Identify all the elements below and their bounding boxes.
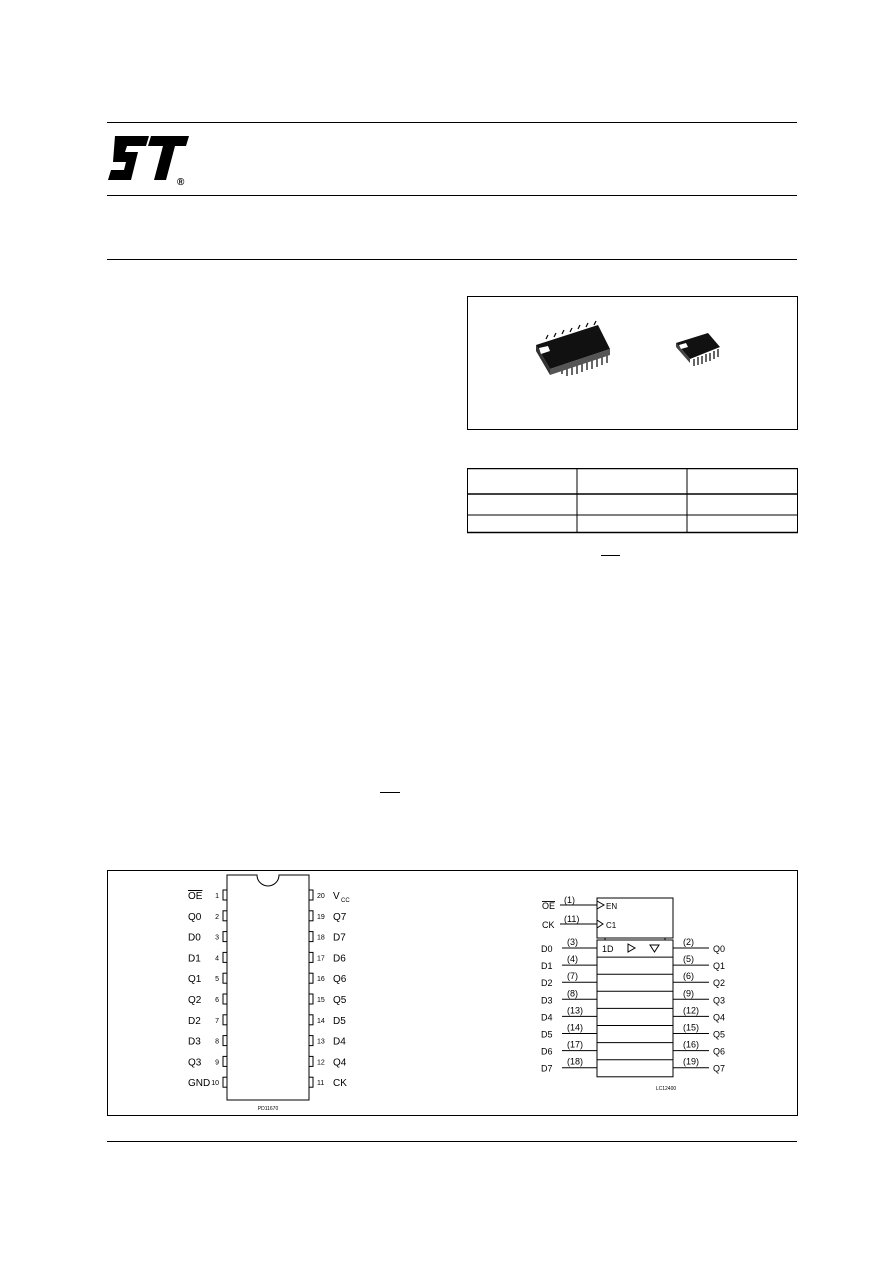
pin-lead	[223, 952, 227, 962]
order-codes-table	[467, 468, 798, 534]
pin-lead	[309, 890, 313, 900]
pin-number: (16)	[683, 1039, 700, 1050]
pin-lead	[223, 994, 227, 1004]
output-label: Q4	[713, 1012, 726, 1023]
cell-label: 1D	[602, 944, 614, 954]
enable-triangle-icon	[597, 901, 604, 909]
pin-number: (3)	[567, 937, 578, 947]
pin-lead	[309, 911, 313, 921]
pin-number: (2)	[683, 937, 694, 947]
pin-number: 1	[215, 893, 219, 900]
pin-number: (11)	[564, 914, 580, 924]
pin-lead	[223, 1077, 227, 1087]
pin-number: 4	[215, 955, 219, 963]
pin-number: 15	[317, 997, 325, 1004]
pin-number: (7)	[567, 971, 578, 982]
output-label: Q6	[713, 1046, 726, 1057]
pin-number: 9	[215, 1059, 219, 1067]
pin-number: (13)	[567, 1005, 584, 1016]
st-logo-icon	[108, 136, 189, 180]
pin-number: 13	[317, 1038, 325, 1046]
input-label: D1	[541, 961, 553, 972]
pin-label: CK	[333, 1078, 347, 1090]
pin-lead	[309, 973, 313, 983]
pin-label: Q3	[188, 1057, 202, 1069]
registered-mark: ®	[177, 177, 185, 188]
pin-number: 18	[317, 934, 325, 942]
pin-label: Q7	[333, 911, 347, 923]
overbar-mark	[380, 792, 400, 793]
output-label: Q2	[713, 978, 726, 989]
pin-number: (1)	[564, 895, 575, 905]
input-label: CK	[542, 920, 555, 930]
pin-label: D2	[188, 1015, 201, 1027]
pin-lead	[223, 932, 227, 942]
qualifier-label: C1	[606, 921, 617, 930]
pin-number: (6)	[683, 971, 694, 982]
ic-body	[227, 875, 309, 1100]
pin-label: D5	[333, 1015, 346, 1027]
pin-connection-diagram	[170, 872, 400, 1112]
pin-label: Q2	[188, 995, 202, 1006]
output-buffer-icon	[628, 944, 635, 952]
package-images	[468, 297, 797, 429]
pin-label: V	[333, 891, 340, 902]
input-label: D2	[541, 978, 553, 989]
input-label: D5	[541, 1029, 553, 1040]
pin-label-subscript: CC	[341, 898, 350, 904]
pin-label: D7	[333, 932, 346, 944]
pin-number: (19)	[683, 1056, 700, 1067]
st-logo	[105, 132, 195, 190]
pin-number: (4)	[567, 954, 578, 965]
input-label: D0	[541, 944, 553, 954]
pin-number: 3	[215, 934, 219, 942]
pin-lead	[309, 994, 313, 1004]
pin-number: 12	[317, 1059, 325, 1067]
pin-number: 2	[215, 913, 219, 921]
pin-number: (17)	[567, 1039, 584, 1050]
pin-label: Q1	[188, 974, 202, 986]
package-image-box	[467, 296, 798, 430]
pin-lead	[309, 1015, 313, 1025]
pin-lead	[223, 890, 227, 900]
pin-label: Q6	[333, 974, 347, 986]
pin-label: GND	[188, 1078, 211, 1090]
diagram-code: LC12400	[655, 1086, 677, 1092]
pin-number: (8)	[567, 988, 578, 999]
input-label: OE	[542, 901, 556, 911]
output-label: Q1	[713, 961, 726, 972]
pin-label: D6	[333, 953, 346, 965]
pin-lead	[309, 1036, 313, 1046]
pin-label: Q4	[333, 1057, 347, 1069]
input-label: D7	[541, 1063, 553, 1074]
output-label: Q3	[713, 995, 726, 1006]
pin-lead	[309, 1056, 313, 1066]
pin-label: OE	[188, 891, 203, 902]
pin-number: 19	[317, 913, 325, 921]
footer-rule	[107, 1141, 797, 1142]
input-label: D3	[541, 995, 553, 1006]
pin-number: 5	[215, 976, 219, 984]
pin-label: D3	[188, 1036, 201, 1048]
overbar-mark	[601, 555, 620, 556]
pin-number: (9)	[683, 988, 694, 999]
clock-triangle-icon	[597, 920, 603, 928]
input-label: D4	[541, 1012, 553, 1023]
pin-number: (12)	[683, 1005, 700, 1016]
pin-number: (15)	[683, 1022, 700, 1033]
pin-number: (18)	[567, 1056, 584, 1067]
pin-number: 6	[215, 997, 219, 1004]
pin-number: 20	[317, 893, 325, 900]
pin-number: 16	[317, 976, 325, 984]
pin-number: 11	[317, 1080, 325, 1088]
logic-symbol-diagram	[530, 890, 740, 1100]
diagram-code: PD11670	[257, 1106, 279, 1112]
tristate-icon	[650, 945, 659, 952]
pin-number: 8	[215, 1038, 219, 1046]
pin-label: Q0	[188, 911, 202, 923]
tssop-package-image	[676, 333, 720, 366]
pin-number: 17	[317, 955, 325, 963]
pin-number: 10	[211, 1080, 219, 1088]
pin-lead	[223, 1036, 227, 1046]
pin-lead	[309, 932, 313, 942]
top-rule	[107, 122, 797, 123]
title-rule	[107, 259, 797, 260]
output-label: Q5	[713, 1029, 726, 1040]
so-package-image	[536, 321, 610, 376]
pin-label: D0	[188, 932, 201, 944]
qualifier-label: EN	[606, 902, 618, 911]
pin-lead	[223, 973, 227, 983]
pin-number: (14)	[567, 1022, 584, 1033]
pin-lead	[223, 911, 227, 921]
input-label: D6	[541, 1046, 553, 1057]
pin-label: Q5	[333, 995, 347, 1006]
pin-lead	[223, 1015, 227, 1025]
pin-lead	[223, 1056, 227, 1066]
pin-number: (5)	[683, 954, 694, 965]
pin-label: D1	[188, 953, 201, 965]
pin-label: D4	[333, 1036, 346, 1048]
pin-lead	[309, 952, 313, 962]
pin-number: 7	[215, 1017, 219, 1025]
output-label: Q0	[713, 944, 726, 954]
output-label: Q7	[713, 1063, 726, 1074]
pin-lead	[309, 1077, 313, 1087]
header-rule	[107, 195, 797, 196]
pin-number: 14	[317, 1017, 325, 1025]
